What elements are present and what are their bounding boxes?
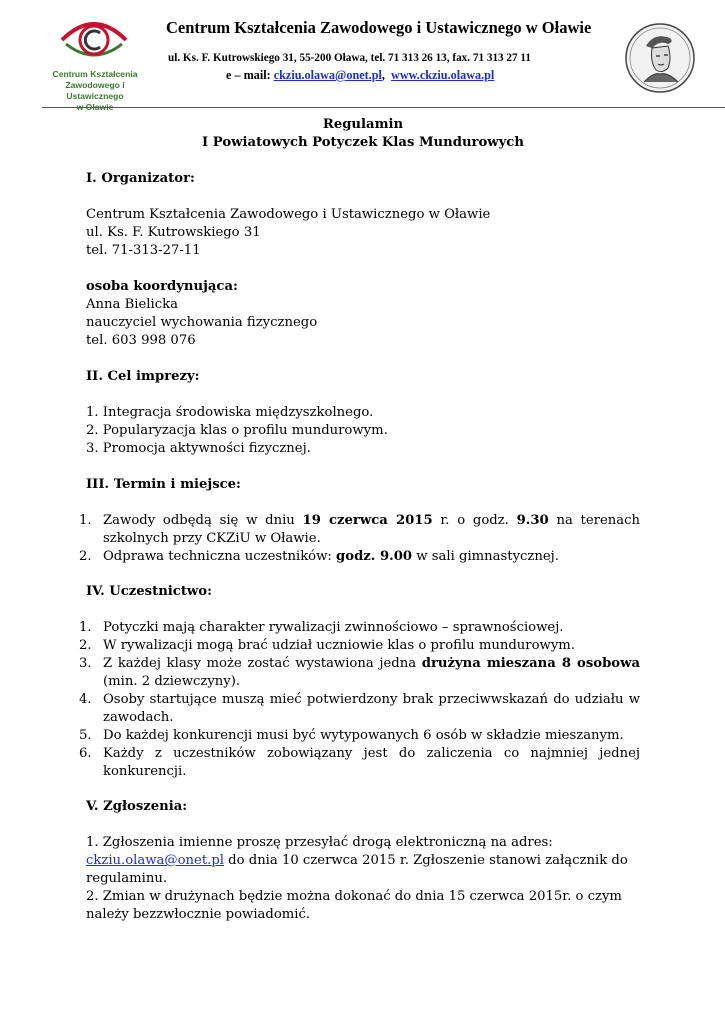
coordinator-line: nauczyciel wychowania fizycznego (86, 315, 318, 330)
contact-line (226, 68, 494, 83)
organizer-line: ul. Ks. F. Kutrowskiego 31 (86, 225, 261, 240)
list-item: 5. Do każdej konkurencji musi być wytypowanych 6 osób w składzie mieszanym. (79, 728, 624, 743)
application-paragraph: 1. Zgłoszenia imienne proszę przesyłać drogą elektroniczną na adres: ckziu.olawa@onet.pl do dnia 10 czerwca 2015 r. Zgłoszenie stanowi załącznik do regulaminu. (86, 835, 628, 886)
goal-item: 2. Popularyzacja klas o profilu mundurowym. (86, 423, 388, 438)
section-heading: V. Zgłoszenia: (86, 799, 188, 814)
organizer-line: Centrum Kształcenia Zawodowego i Ustawicznego w Oławie (86, 207, 491, 222)
header-website-link[interactable]: www.ckziu.olawa.pl (391, 68, 495, 82)
schedule-list (79, 512, 641, 566)
header-email-link[interactable]: ckziu.olawa@onet.pl (273, 68, 382, 82)
list-item: 4. Osoby startujące muszą mieć potwierdzony brak przeciwwskazań do udziału w zawodach. (79, 692, 640, 725)
header-divider (42, 107, 725, 108)
section-heading: III. Termin i miejsce: (86, 477, 241, 492)
application-email-link[interactable]: ckziu.olawa@onet.pl (86, 853, 224, 868)
mail-prefix: e – mail: (226, 68, 271, 82)
coordinator-line: tel. 603 998 076 (86, 333, 196, 348)
institution-title: Centrum Kształcenia Zawodowego i Ustawicznego w Oławie (166, 18, 592, 37)
logo-line: Zawodowego i Ustawicznego (65, 80, 125, 101)
goal-item: 1. Integracja środowiska międzyszkolnego. (86, 405, 374, 420)
doc-title: Regulamin (322, 117, 404, 132)
eye-c-logo-icon (58, 14, 130, 66)
organizer-line: tel. 71-313-27-11 (86, 243, 201, 258)
coordinator-heading: osoba koordynująca: (86, 279, 238, 294)
section-heading: II. Cel imprezy: (86, 369, 200, 384)
regulations-document (79, 116, 641, 924)
portrait-medallion-icon (624, 22, 696, 94)
list-item: 3. Z każdej klasy może zostać wystawiona jedna drużyna mieszana 8 osobowa (min. 2 dziewczyny). (79, 656, 640, 689)
list-item: 2. Odprawa techniczna uczestników: godz. 9.00 w sali gimnastycznej. (79, 549, 559, 564)
separator: , (381, 68, 385, 82)
school-logo (40, 14, 150, 112)
list-item: 2. W rywalizacji mogą brać udział uczniowie klas o profilu mundurowym. (79, 638, 575, 653)
participation-list (79, 619, 640, 781)
coordinator-line: Anna Bielicka (86, 297, 178, 312)
doc-subtitle: I Powiatowych Potyczek Klas Mundurowych (202, 135, 524, 150)
application-paragraph: 2. Zmian w drużynach będzie można dokonać do dnia 15 czerwca 2015r. o czym należy bezzwłocznie powiadomić. (86, 889, 622, 922)
section-heading: IV. Uczestnictwo: (86, 584, 212, 599)
section-heading: I. Organizator: (86, 171, 195, 186)
list-item: 6. Każdy z uczestników zobowiązany jest do zaliczenia co najmniej jednej konkurencji. (79, 746, 640, 779)
institution-address: ul. Ks. F. Kutrowskiego 31, 55-200 Oława, tel. 71 313 26 13, fax. 71 313 27 11 (168, 52, 531, 64)
logo-line: Centrum Kształcenia (52, 69, 138, 79)
logo-line: w Oławie (76, 102, 114, 112)
list-item: 1. Potyczki mają charakter rywalizacji zwinnościowo – sprawnościowej. (79, 620, 564, 635)
goal-item: 3. Promocja aktywności fizycznej. (86, 441, 311, 456)
list-item: 1. Zawody odbędą się w dniu 19 czerwca 2015 r. o godz. 9.30 na terenach szkolnych przy CKZiU w Oławie. (79, 513, 641, 546)
